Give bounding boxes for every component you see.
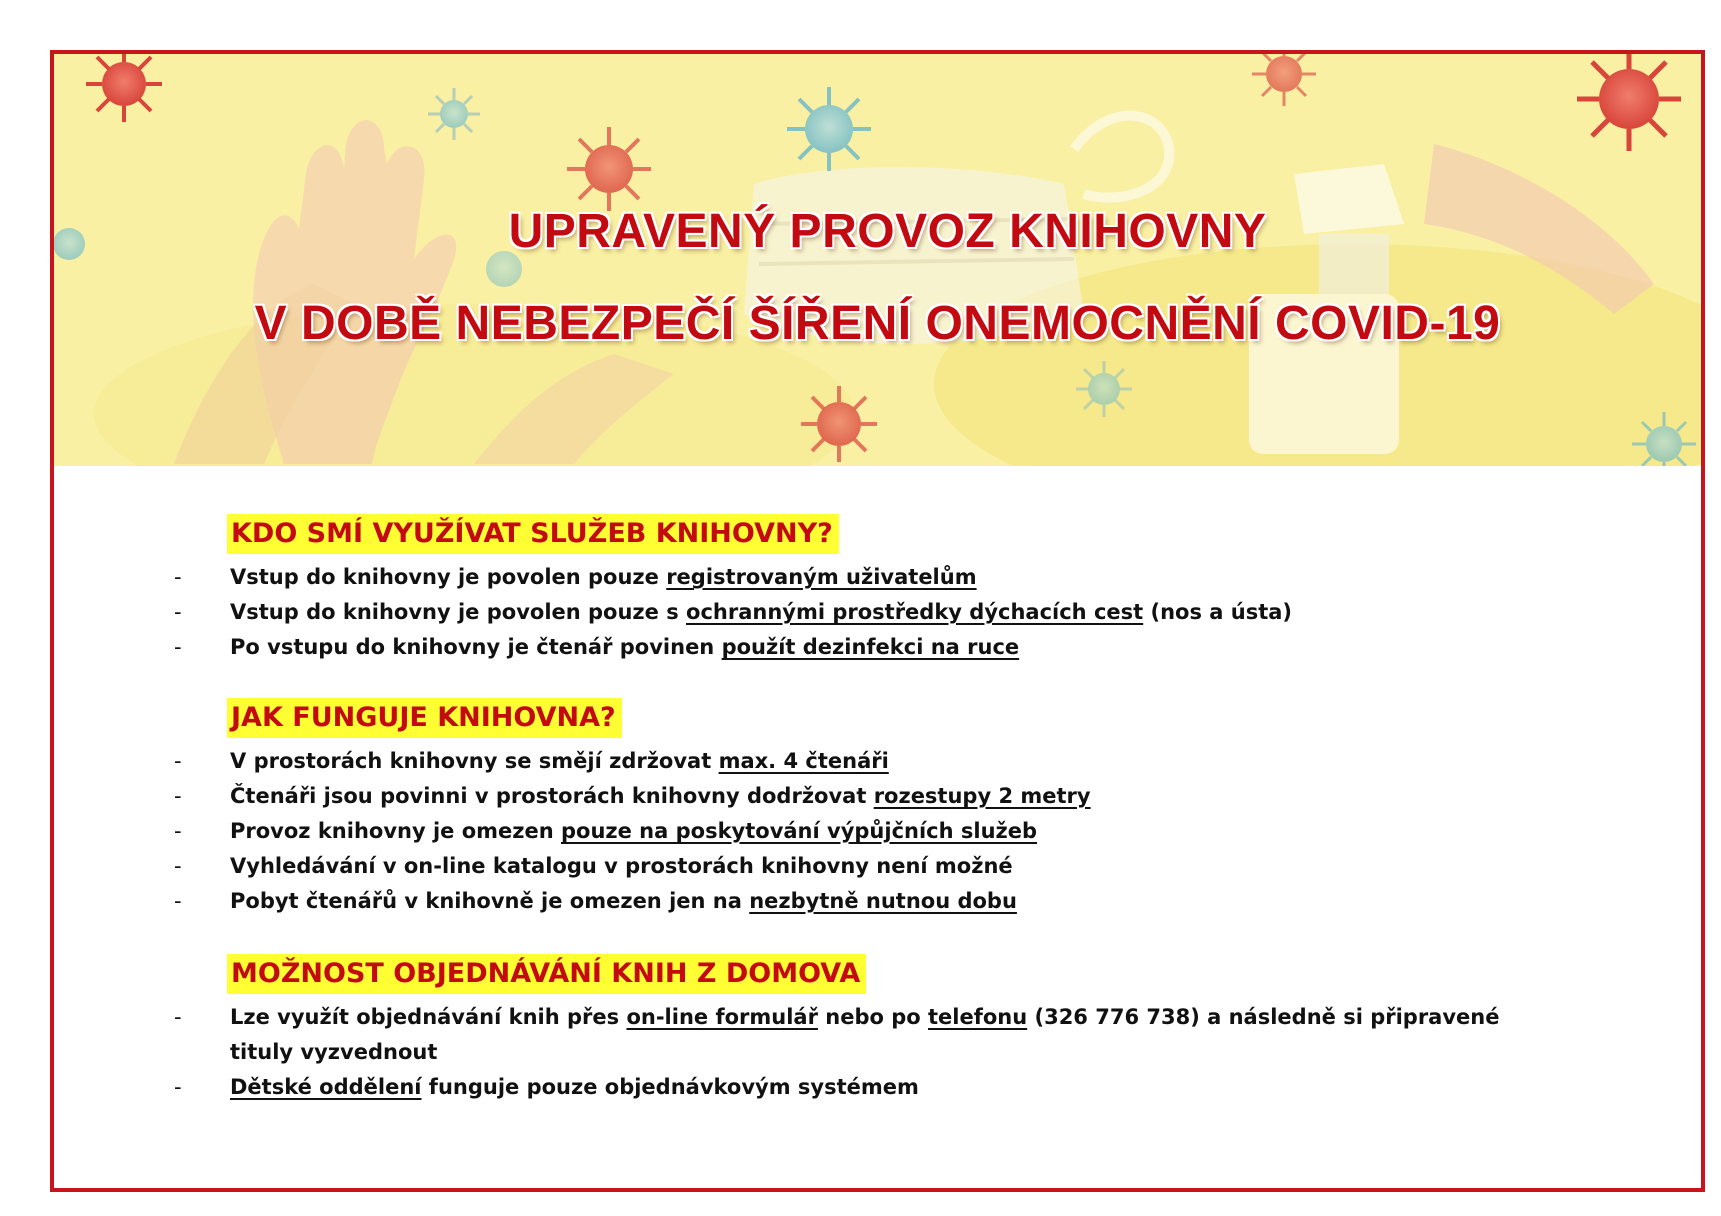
item-text: Vstup do knihovny je povolen pouze [230, 565, 667, 589]
item-text-suffix: (nos a ústa) [1143, 600, 1293, 624]
item-text: Po vstupu do knihovny je čtenář povinen [230, 635, 722, 659]
item-emphasis: ochrannými prostředky dýchacích cest [686, 600, 1144, 624]
list-item [174, 1070, 1594, 1105]
bullet-dash: - [174, 819, 182, 843]
list-item [174, 1000, 1594, 1070]
item-emphasis: Dětské oddělení [230, 1075, 422, 1099]
list-item [174, 630, 1594, 665]
list-item [174, 560, 1594, 595]
section-heading: MOŽNOST OBJEDNÁVÁNÍ KNIH Z DOMOVA [227, 954, 866, 994]
list-item [174, 849, 1594, 884]
item-emphasis: rozestupy 2 metry [873, 784, 1091, 808]
bullet-dash: - [174, 749, 182, 773]
bullet-dash: - [174, 889, 182, 913]
list-item [174, 744, 1594, 779]
item-text-suffix: (326 776 738) a následně si připravené [1027, 1005, 1500, 1029]
item-emphasis: pouze na poskytování výpůjčních služeb [561, 819, 1038, 843]
item-text: V prostorách knihovny se smějí zdržovat [230, 749, 719, 773]
header-banner [54, 54, 1701, 466]
bullet-dash: - [174, 635, 182, 659]
bullet-dash: - [174, 1005, 182, 1029]
bullet-dash: - [174, 1075, 182, 1099]
item-emphasis: max. 4 čtenáři [718, 749, 889, 773]
item-text: Lze využít objednávání knih přes [230, 1005, 627, 1029]
poster-frame [50, 50, 1705, 1192]
item-text: Vyhledávání v on-line katalogu v prostorách knihovny není možné [230, 854, 1013, 878]
section-heading: JAK FUNGUJE KNIHOVNA? [227, 698, 622, 738]
item-text: Čtenáři jsou povinni v prostorách knihovny dodržovat [230, 784, 874, 808]
bullet-dash: - [174, 600, 182, 624]
bullet-dash: - [174, 565, 182, 589]
list-item [174, 884, 1594, 919]
bullet-dash: - [174, 784, 182, 808]
list-item [174, 595, 1594, 630]
section-heading: KDO SMÍ VYUŽÍVAT SLUŽEB KNIHOVNY? [227, 514, 839, 554]
online-form-link: on-line formulář [626, 1005, 818, 1029]
item-emphasis: registrovaným uživatelům [666, 565, 977, 589]
list-item [174, 814, 1594, 849]
item-emphasis: použít dezinfekci na ruce [721, 635, 1020, 659]
covid-background-illustration [54, 54, 1701, 466]
item-text: Vstup do knihovny je povolen pouze s [230, 600, 687, 624]
item-text-mid: nebo po [817, 1005, 928, 1029]
item-text: Pobyt čtenářů v knihovně je omezen jen na [230, 889, 750, 913]
bullet-dash: - [174, 854, 182, 878]
item-text-suffix: funguje pouze objednávkovým systémem [421, 1075, 919, 1099]
title-line-1: UPRAVENÝ PROVOZ KNIHOVNY [508, 205, 1267, 258]
item-emphasis: nezbytně nutnou dobu [749, 889, 1017, 913]
phone-link: telefonu [927, 1005, 1028, 1029]
item-text: Provoz knihovny je omezen [230, 819, 561, 843]
list-item [174, 779, 1594, 814]
item-text-continuation: tituly vyzvednout [230, 1040, 438, 1064]
title-line-2: V DOBĚ NEBEZPEČÍ ŠÍŘENÍ ONEMOCNĚNÍ COVID-19 [254, 297, 1501, 350]
